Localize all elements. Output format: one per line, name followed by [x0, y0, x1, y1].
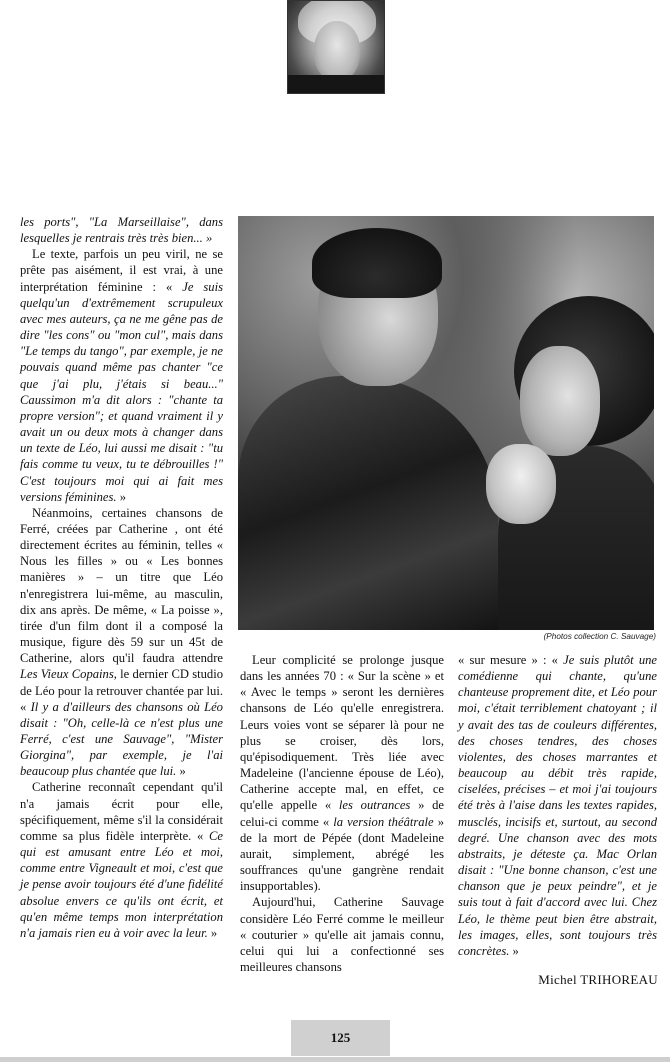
paragraph — [240, 894, 444, 975]
portrait-photo — [287, 0, 385, 94]
quote-text: Ce qui est amusant entre Léo et moi, comme entre Vigneault et moi, c'est que je pense avoir toujours été d'une fidélité absolue envers ce qu'ils ont écrit, et qu'en même temps mon interprétation n'a jamais rien eu à voir avec la leur. — [20, 828, 223, 940]
body-text: » de celui-ci comme « — [240, 798, 444, 829]
couple-photo — [238, 216, 654, 630]
body-text: Catherine reconnaît cependant qu'il n'a jamais écrit pour elle, spécifiquement, même s'il la considérait comme sa plus fidèle interprète. « — [20, 780, 223, 843]
photo-woman-face — [520, 346, 600, 456]
author-signature: Michel TRIHOREAU — [538, 972, 658, 987]
body-text: » — [176, 764, 186, 779]
portrait-face — [314, 21, 360, 81]
paragraph — [20, 214, 223, 246]
body-text: Le texte, parfois un peu viril, ne se prête pas aisément, il est vrai, à une interprétation féminine : « — [20, 247, 223, 294]
paragraph — [20, 505, 223, 780]
quote-text: les outrances — [338, 798, 411, 813]
body-text: « sur mesure » : « — [458, 653, 564, 667]
paragraph — [240, 652, 444, 894]
quote-text: Il y a d'ailleurs des chansons où Léo disait : "Oh, celle-là ce n'est plus une Ferré, c'est une Sauvage", "Mister Giorgina", par exemple, je l'ai beaucoup plus chantée que lui. — [20, 699, 223, 779]
paragraph — [20, 779, 223, 941]
column-middle — [240, 652, 444, 975]
quote-text: la version théâtrale — [333, 814, 434, 829]
paragraph — [20, 246, 223, 505]
column-right — [458, 652, 657, 959]
paragraph — [458, 652, 657, 959]
page-bottom-edge — [0, 1057, 670, 1062]
photo-caption: (Photos collection C. Sauvage) — [543, 632, 656, 641]
photo-hands — [486, 444, 556, 524]
album-title: Les Vieux Copains — [20, 667, 114, 682]
quote-text: Je suis quelqu'un d'extrêmement scrupuleux avec mes auteurs, ça ne me gêne pas de dire "les cons" ou "mon cul", mais dans "Le temps du tango", par exemple, je ne pouvais quand même pas chanter "ce que j'ai plu, j'étais si beau..." Caussimon m'a dit alors : "chante ta propre version"; et quand vraiment il y avait un ou deux mots à changer dans un texte de Léo, lui aussi me disait : "tu fais comme tu veux, tu te débrouilles !" C'est toujours moi qui ai fait mes versions féminines. — [20, 279, 223, 504]
photo-man-hair — [312, 228, 442, 298]
body-text: Néanmoins, certaines chansons de Ferré, créées par Catherine , ont été directement écrites au féminin, telles « Nous les filles » ou « Les bonnes manières » – un titre que Léo n'enregistrera lui-même, au masculin, dix ans après. De même, « La poisse », tirée d'un film dont il a composé la musique, figure dès 59 sur un 45t de Catherine, alors qu'il faudra attendre — [20, 505, 223, 666]
quote-text: les ports", "La Marseillaise", dans lesquelles je rentrais très très bien... » — [20, 215, 223, 246]
body-text: » — [509, 943, 519, 958]
page-number: 125 — [330, 1030, 351, 1045]
body-text: Aujourd'hui, Catherine Sauvage considère Léo Ferré comme le meilleur « couturier » qu'elle ait jamais connu, celui qui lui a confectionné ses meilleures chansons — [240, 895, 444, 974]
body-text: » — [207, 925, 218, 940]
body-text: , le dernier CD studio de Léo pour la retrouver chantée par lui. « — [20, 667, 223, 714]
portrait-shirt — [288, 75, 385, 93]
body-text: » de la mort de Pépée (dont Madeleine aurait, simplement, abrégé les souffrances qu'une gangrène rendait insupportables). — [240, 814, 444, 894]
quote-text: Je suis plutôt une comédienne qui chante, qu'une chanteuse proprement dite, et Léo pour moi, c'était terriblement chatoyant ; il y avait des tas de couleurs différentes, des choses tendres, des choses violentes, des choses marrantes et beaucoup au débit très rapide, ciselées, précises – et moi j'ai toujours été très à l'aise dans les textes rapides, musclés, incisifs et, surtout, au second degré. Une chanson avec des mots abstraits, je déteste ça. Mac Orlan disait : "Une bonne chanson, c'est une chanson que je peux peindre", et je suis tout à fait d'accord avec lui. Chez Léo, le thème peut bien être abstrait, les images, elles, sont toujours très concrètes. — [458, 653, 658, 958]
column-left — [20, 214, 223, 941]
body-text: Leur complicité se prolonge jusque dans les années 70 : « Sur la scène » et « Avec le temps » seront les dernières chansons de Léo qu'elle enregistrera. Leurs voies vont se séparer là pour ne plus se croiser, dès lors, qu'épisodiquement. Très liée avec Madeleine (l'ancienne épouse de Léo), Catherine accepte mal, en effet, ce qu'elle appelle « — [240, 653, 444, 813]
body-text: » — [116, 489, 126, 504]
